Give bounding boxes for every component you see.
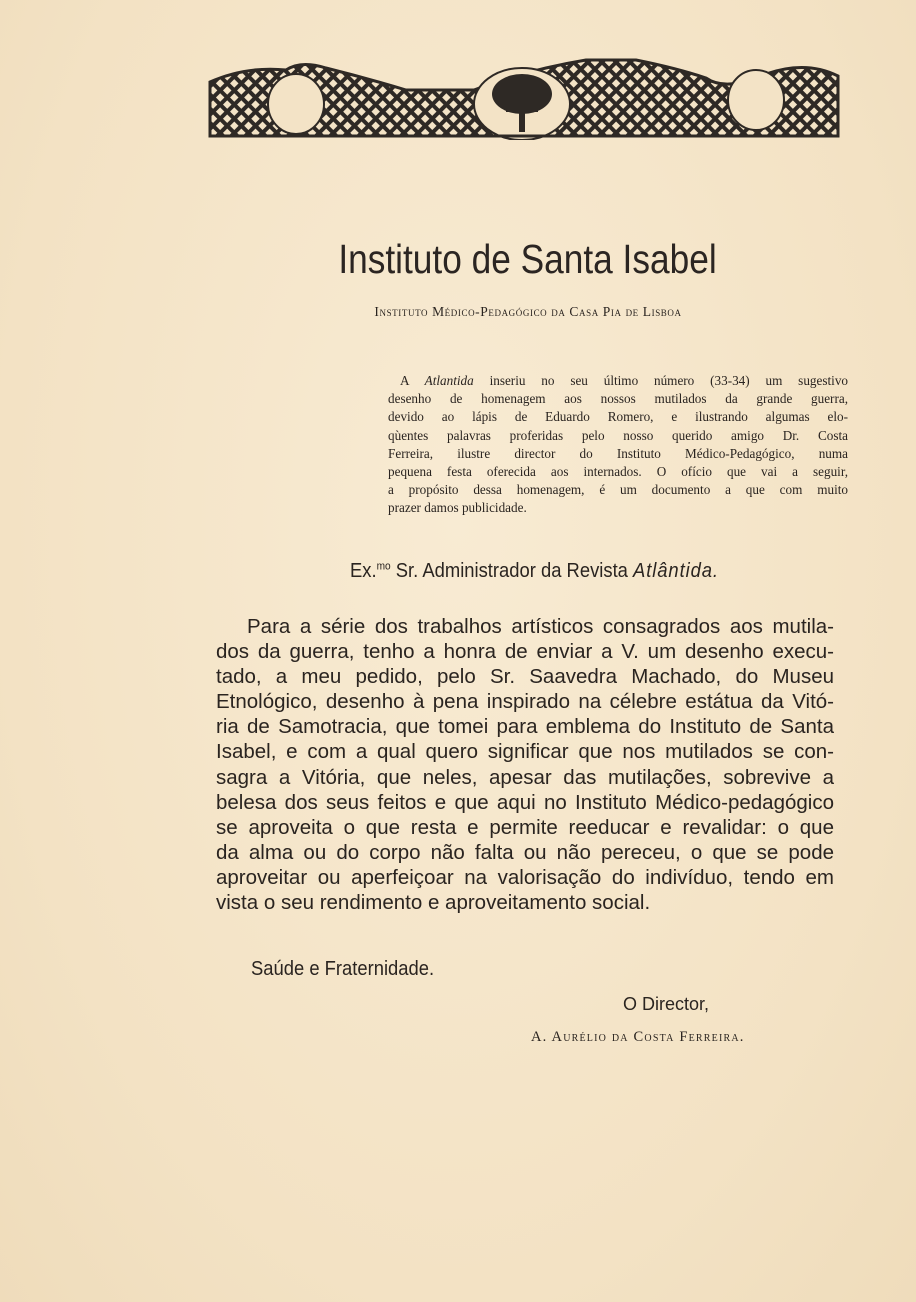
intro-line: qùentes palavras proferidas pelo nosso querido amigo Dr. Costa: [388, 427, 848, 443]
body-line: ria de Samotracia, que tomei para emblema do Instituto de Santa: [216, 715, 834, 739]
signatory-role: O Director,: [623, 994, 710, 1014]
signatory-name: A. Aurélio da Costa Ferreira.: [531, 1029, 745, 1045]
intro-line: Ferreira, ilustre director do Instituto Médico-Pedagógico, numa: [388, 445, 848, 461]
intro-line: prazer damos publicidade.: [388, 500, 527, 516]
letter-salutation: Ex.$^{mo}$ Sr. Administrador da Revista Atlântida.: [350, 560, 719, 582]
body-line: tado, a meu pedido, pelo Sr. Saavedra Machado, do Museu: [216, 665, 834, 689]
intro-paragraph: [388, 372, 848, 518]
body-line: Para a série dos trabalhos artísticos consagrados aos mutila-: [247, 615, 834, 638]
intro-line: desenho de homenagem aos nossos mutilados da grande guerra,: [388, 391, 848, 407]
body-line: dos da guerra, tenho a honra de enviar a V. um desenho execu-: [216, 640, 834, 664]
lattice-ornament-banner: [206, 48, 842, 140]
page-title: Instituto de Santa Isabel: [338, 236, 717, 282]
intro-line: A Atlantida inseriu no seu último número (33-34) um sugestivo: [400, 373, 849, 388]
body-line: sagra a Vitória, que neles, apesar das mutilações, sobrevive a: [216, 765, 834, 789]
body-line: da alma ou do corpo não falta ou não pereceu, o que se pode: [216, 840, 834, 864]
page-subtitle: Instituto Médico-Pedagógico da Casa Pia de Lisboa: [374, 304, 682, 319]
letter-closing: Saúde e Fraternidade.: [251, 958, 435, 980]
intro-line: a propósito dessa homenagem, é um documento a que com muito: [388, 482, 848, 498]
letter-body: [216, 614, 834, 915]
body-line: se aproveita o que resta e permite reeducar e revalidar: o que: [216, 815, 834, 839]
body-line: Etnológico, desenho à pena inspirado na célebre estátua da Vitó-: [216, 690, 834, 714]
body-line: aproveitar ou aperfeiçoar na valorisação do indivíduo, tendo em: [216, 865, 834, 889]
intro-line: devido ao lápis de Eduardo Romero, e ilustrando algumas elo-: [388, 409, 848, 425]
body-line: vista o seu rendimento e aproveitamento social.: [216, 891, 651, 915]
intro-line: pequena festa oferecida aos internados. O ofício que vai a seguir,: [388, 464, 848, 480]
body-line: belesa dos seus feitos e que aqui no Instituto Médico-pedagógico: [216, 790, 834, 814]
body-line: Isabel, e com a qual quero significar que nos mutilados se con-: [216, 740, 834, 764]
